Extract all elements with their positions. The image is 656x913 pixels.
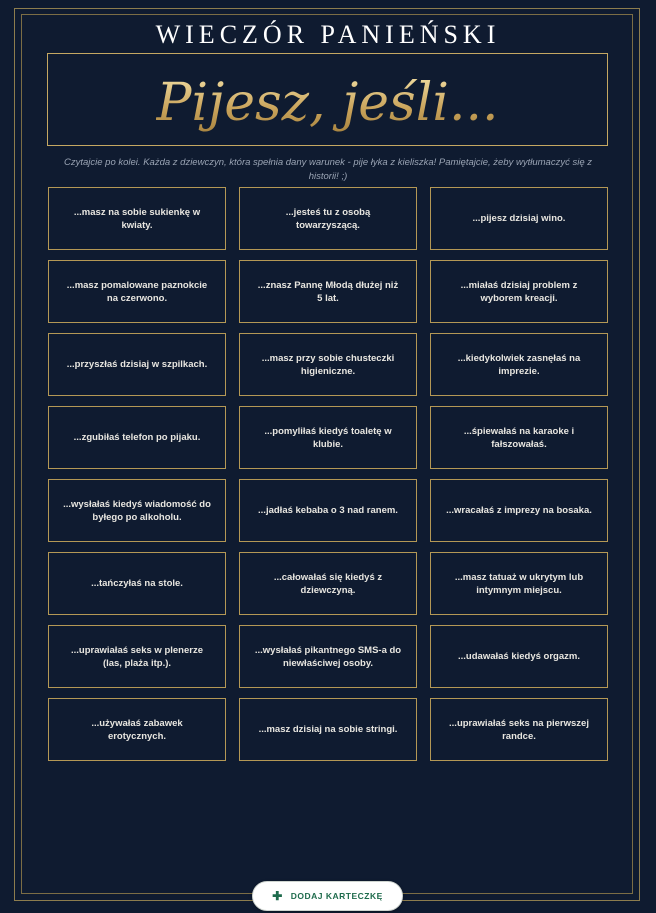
add-card-label: DODAJ KARTECZKĘ bbox=[290, 891, 383, 901]
instructions-text: Czytajcie po kolei. Każda z dziewczyn, która spełnia dany warunek - pije łyka z kieliszka! Pamiętajcie, żeby wytłumaczyć się z historii! ;) bbox=[64, 157, 592, 182]
card[interactable]: ...masz tatuaż w ukrytym lub intymnym miejscu. bbox=[430, 552, 608, 615]
card[interactable]: ...tańczyłaś na stole. bbox=[48, 552, 226, 615]
card[interactable]: ...kiedykolwiek zasnęłaś na imprezie. bbox=[430, 333, 608, 396]
card[interactable]: ...masz na sobie sukienkę w kwiaty. bbox=[48, 187, 226, 250]
card[interactable]: ...masz przy sobie chusteczki higieniczne. bbox=[239, 333, 417, 396]
card[interactable]: ...jesteś tu z osobą towarzyszącą. bbox=[239, 187, 417, 250]
card[interactable]: ...pijesz dzisiaj wino. bbox=[430, 187, 608, 250]
card[interactable]: ...udawałaś kiedyś orgazm. bbox=[430, 625, 608, 688]
card[interactable]: ...wysłałaś kiedyś wiadomość do byłego po alkoholu. bbox=[48, 479, 226, 542]
card[interactable]: ...całowałaś się kiedyś z dziewczyną. bbox=[239, 552, 417, 615]
card[interactable]: ...masz pomalowane paznokcie na czerwono. bbox=[48, 260, 226, 323]
card[interactable]: ...przyszłaś dzisiaj w szpilkach. bbox=[48, 333, 226, 396]
card[interactable]: ...znasz Pannę Młodą dłużej niż 5 lat. bbox=[239, 260, 417, 323]
card[interactable]: ...używałaś zabawek erotycznych. bbox=[48, 698, 226, 761]
card[interactable]: ...śpiewałaś na karaoke i fałszowałaś. bbox=[430, 406, 608, 469]
card[interactable]: ...jadłaś kebaba o 3 nad ranem. bbox=[239, 479, 417, 542]
card[interactable]: ...uprawiałaś seks na pierwszej randce. bbox=[430, 698, 608, 761]
card[interactable]: ...masz dzisiaj na sobie stringi. bbox=[239, 698, 417, 761]
card[interactable]: ...wysłałaś pikantnego SMS-a do niewłaściwej osoby. bbox=[239, 625, 417, 688]
plus-icon: ✚ bbox=[272, 889, 283, 903]
page-title: WIECZÓR PANIEŃSKI bbox=[155, 20, 501, 49]
title-script: Pijesz, jeśli... bbox=[156, 72, 499, 133]
title-box bbox=[47, 53, 608, 146]
card[interactable]: ...miałaś dzisiaj problem z wyborem kreacji. bbox=[430, 260, 608, 323]
card[interactable]: ...pomyliłaś kiedyś toaletę w klubie. bbox=[239, 406, 417, 469]
card[interactable]: ...uprawiałaś seks w plenerze (las, plaża itp.). bbox=[48, 625, 226, 688]
card-grid bbox=[48, 187, 608, 761]
add-card-button[interactable] bbox=[252, 881, 403, 911]
card[interactable]: ...zgubiłaś telefon po pijaku. bbox=[48, 406, 226, 469]
card[interactable]: ...wracałaś z imprezy na bosaka. bbox=[430, 479, 608, 542]
